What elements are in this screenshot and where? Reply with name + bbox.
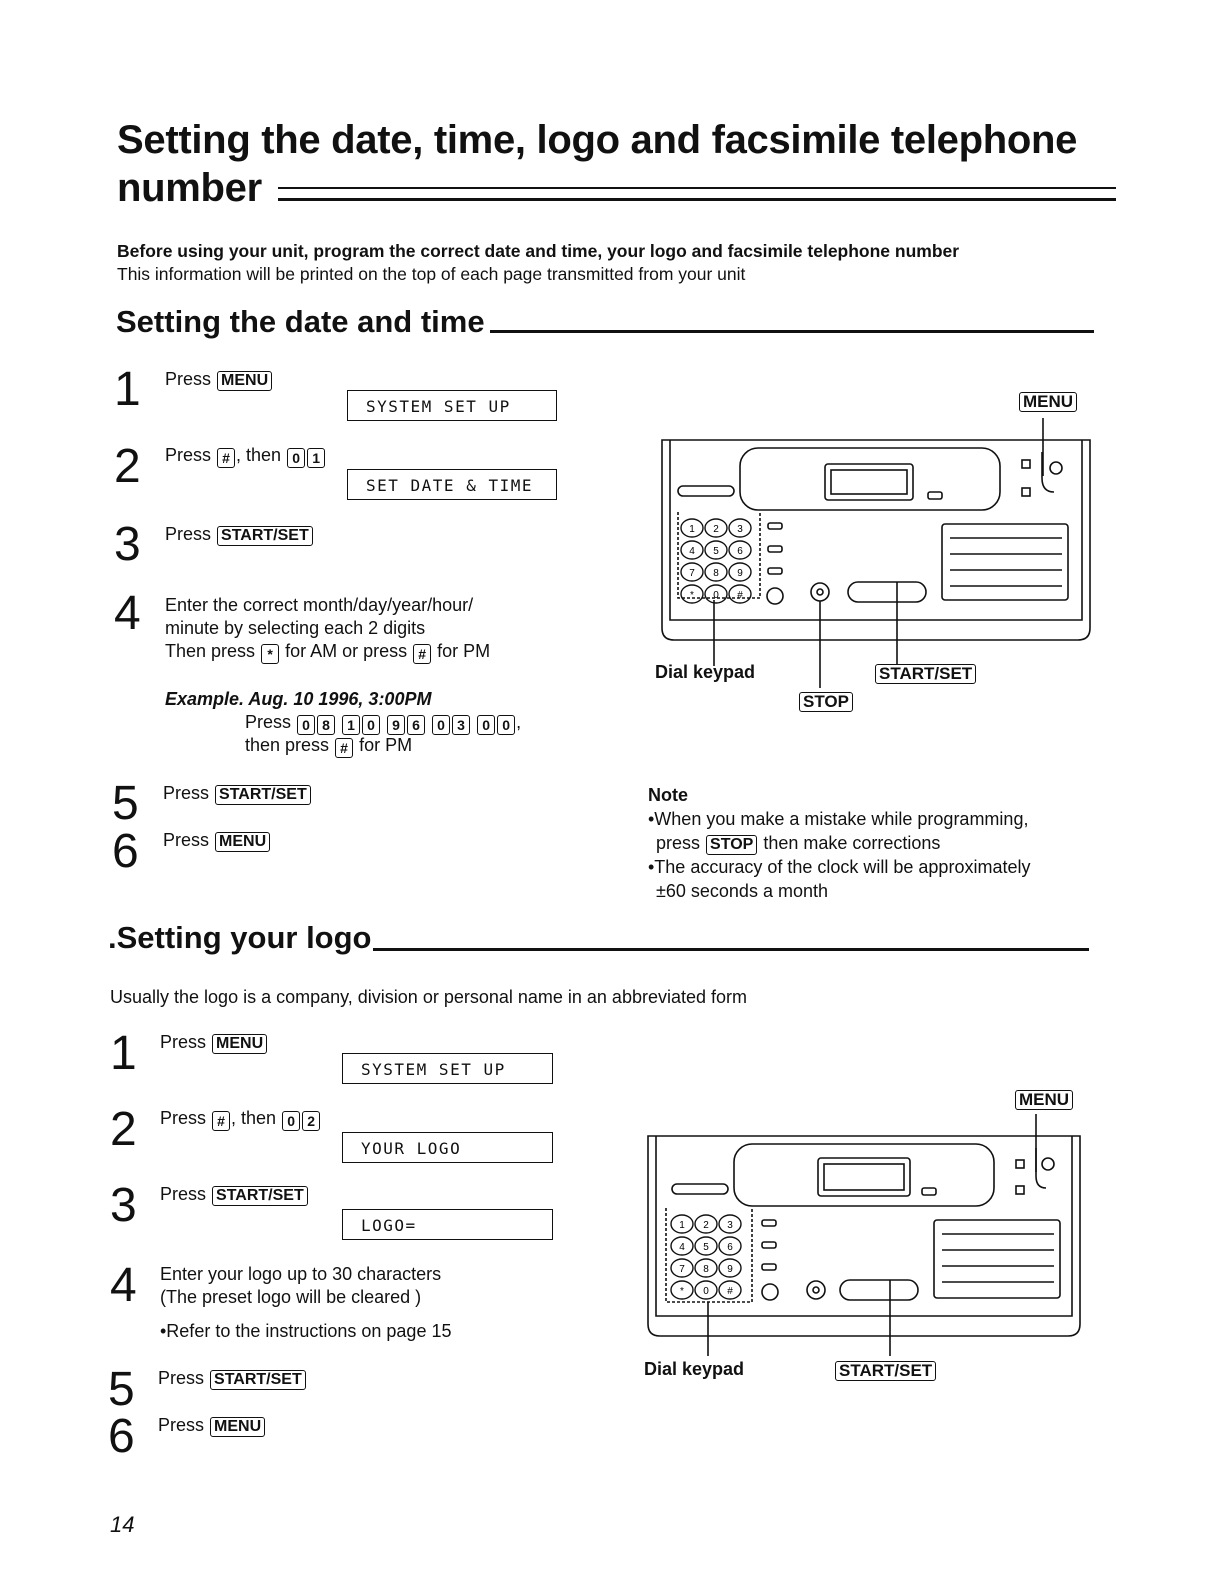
step-number: 4 <box>110 1259 137 1312</box>
example-then: then press # for PM <box>245 735 413 756</box>
start-set-label: START/SET <box>835 1361 936 1381</box>
keypad-label: 8 <box>703 1264 709 1275</box>
section-intro: Usually the logo is a company, division or personal name in an abbreviated form <box>110 987 748 1007</box>
keypad-label: 6 <box>727 1242 733 1253</box>
start-set-key: START/SET <box>210 1370 306 1390</box>
stop-key: STOP <box>706 835 757 855</box>
lcd-display: LOGO= <box>342 1209 553 1240</box>
step-text: Press MENU <box>163 829 271 852</box>
lcd-display: SYSTEM SET UP <box>347 390 557 421</box>
keypad-label: 1 <box>679 1220 685 1231</box>
digit-key: 8 <box>317 715 335 735</box>
keypad-label: # <box>727 1286 733 1297</box>
keypad-label: 4 <box>679 1242 685 1253</box>
step-text: Press MENU <box>158 1414 266 1437</box>
keypad-label: 4 <box>689 546 695 557</box>
star-key: * <box>261 644 279 664</box>
section-heading-date-time: Setting the date and time <box>116 304 485 339</box>
digit-key: 9 <box>387 715 405 735</box>
start-set-key: START/SET <box>212 1186 308 1206</box>
keypad-label: * <box>680 1286 684 1297</box>
keypad-label: 3 <box>737 524 743 535</box>
step-number: 3 <box>110 1179 137 1232</box>
keypad-label: 2 <box>713 524 719 535</box>
digit-key: 6 <box>407 715 425 735</box>
keypad-label: 5 <box>703 1242 709 1253</box>
keypad-label: 3 <box>727 1220 733 1231</box>
start-set-key: START/SET <box>215 785 311 805</box>
keypad-label: 0 <box>713 590 719 601</box>
digit-key: 3 <box>452 715 470 735</box>
digit-key: 0 <box>287 448 305 468</box>
step-number: 2 <box>114 440 141 493</box>
step-number: 5 <box>112 777 139 830</box>
menu-key: MENU <box>215 832 270 852</box>
hash-key: # <box>217 448 235 468</box>
step-text: Press MENU <box>160 1031 268 1054</box>
step-text: Press START/SET <box>158 1367 307 1390</box>
digit-key: 0 <box>497 715 515 735</box>
digit-key: 0 <box>432 715 450 735</box>
step-number: 2 <box>110 1103 137 1156</box>
keypad-label: 2 <box>703 1220 709 1231</box>
step-text: Press START/SET <box>165 523 314 546</box>
step-number: 3 <box>114 518 141 571</box>
step-number: 6 <box>112 825 139 878</box>
digit-key: 1 <box>307 448 325 468</box>
step-text: Press START/SET <box>160 1183 309 1206</box>
start-set-key: START/SET <box>217 526 313 546</box>
hash-key: # <box>212 1111 230 1131</box>
note: Note •When you make a mistake while programming, press STOP then make corrections •The accuracy of the clock will be approximately ±60 seconds a month <box>648 785 1031 901</box>
step-text: Press MENU <box>165 368 273 391</box>
step-number: 4 <box>114 587 141 640</box>
step-text: Press # , then 0 1 <box>165 444 326 468</box>
example-label: Example. Aug. 10 1996, 3:00PM <box>165 689 432 709</box>
keypad-label: 9 <box>727 1264 733 1275</box>
keypad-label: 9 <box>737 568 743 579</box>
menu-label: MENU <box>1015 1090 1073 1110</box>
lcd-display: SET DATE & TIME <box>347 469 557 500</box>
digit-key: 0 <box>362 715 380 735</box>
menu-key: MENU <box>210 1417 265 1437</box>
step-number: 1 <box>110 1027 137 1080</box>
title-rule <box>278 187 1116 201</box>
keypad-label: 1 <box>689 524 695 535</box>
lcd-display: YOUR LOGO <box>342 1132 553 1163</box>
keypad-label: 6 <box>737 546 743 557</box>
hash-key: # <box>413 644 431 664</box>
page-title: Setting the date, time, logo and facsimile telephone number <box>117 118 1078 210</box>
keypad-label: 5 <box>713 546 719 557</box>
lcd-display: SYSTEM SET UP <box>342 1053 553 1084</box>
dial-keypad-label: Dial keypad <box>655 662 756 682</box>
step-text: Enter the correct month/day/year/hour/ minute by selecting each 2 digits Then press * for AM or press # for PM <box>165 595 491 662</box>
example-keys: Press 0 8 1 0 9 6 0 3 0 0 , <box>245 712 522 733</box>
section-rule <box>373 948 1089 951</box>
keypad-label: 7 <box>689 568 695 579</box>
start-set-label: START/SET <box>875 664 976 684</box>
keypad-label: 7 <box>679 1264 685 1275</box>
step-text: Enter your logo up to 30 characters (The preset logo will be cleared ) •Refer to the instructions on page 15 <box>160 1264 452 1341</box>
stop-label: STOP <box>799 692 853 712</box>
intro-text: This information will be printed on the top of each page transmitted from your unit <box>117 264 746 284</box>
digit-key: 0 <box>477 715 495 735</box>
menu-key: MENU <box>217 371 272 391</box>
section-rule <box>490 330 1094 333</box>
dial-keypad-label: Dial keypad <box>644 1359 745 1379</box>
section-heading-logo: .Setting your logo <box>108 920 372 955</box>
step-number: 6 <box>108 1410 135 1463</box>
digit-key: 1 <box>342 715 360 735</box>
digit-key: 0 <box>297 715 315 735</box>
menu-key: MENU <box>212 1034 267 1054</box>
keypad-label: # <box>737 590 743 601</box>
step-number: 1 <box>114 363 141 416</box>
hash-key: # <box>335 738 353 758</box>
page-number: 14 <box>110 1512 135 1537</box>
menu-label: MENU <box>1019 392 1077 412</box>
step-number: 5 <box>108 1363 135 1416</box>
step-text: Press # , then 0 2 <box>160 1107 321 1131</box>
keypad-label: * <box>690 590 694 601</box>
intro-bold: Before using your unit, program the correct date and time, your logo and facsimile telephone number <box>117 241 960 261</box>
keypad-label: 8 <box>713 568 719 579</box>
digit-key: 0 <box>282 1111 300 1131</box>
step-text: Press START/SET <box>163 782 312 805</box>
fax-machine-illustration <box>640 1084 1100 1364</box>
keypad-label: 0 <box>703 1286 709 1297</box>
digit-key: 2 <box>302 1111 320 1131</box>
